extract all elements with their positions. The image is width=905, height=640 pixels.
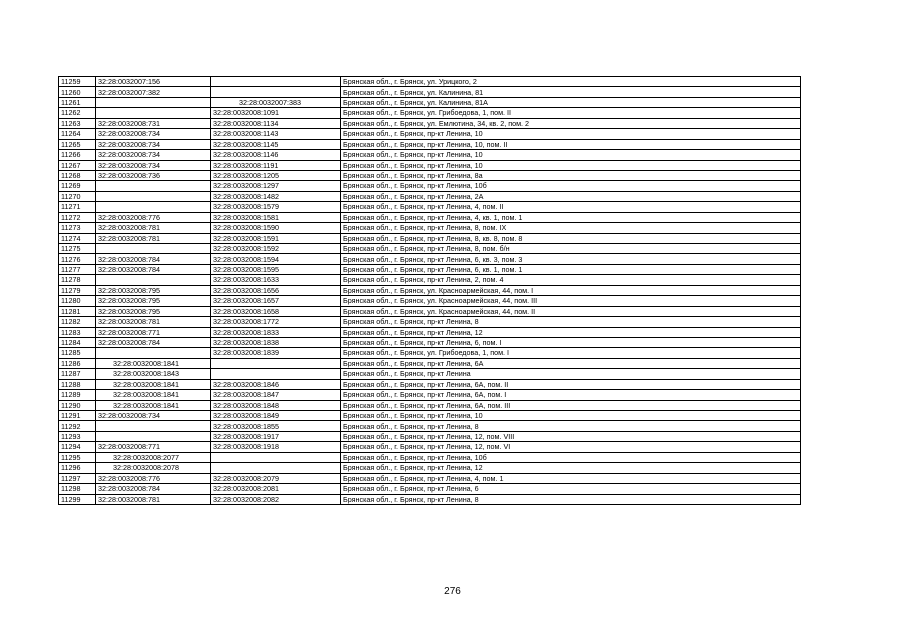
- row-number-cell: 11275: [59, 244, 96, 254]
- address-cell: Брянская обл., г. Брянск, пр-кт Ленина, 4, кв. 1, пом. 1: [341, 212, 801, 222]
- premises-cadastral-number-cell: 32:28:0032008:1772: [211, 317, 341, 327]
- table-row: [59, 358, 801, 368]
- land-cadastral-number-cell: [96, 244, 211, 254]
- premises-cadastral-number-cell: 32:28:0032008:1917: [211, 431, 341, 441]
- land-cadastral-number-cell: 32:28:0032008:734: [96, 150, 211, 160]
- premises-cadastral-number-cell: 32:28:0032008:1297: [211, 181, 341, 191]
- address-cell: Брянская обл., г. Брянск, пр-кт Ленина, 6, кв. 3, пом. 3: [341, 254, 801, 264]
- address-cell: Брянская обл., г. Брянск, пр-кт Ленина, 8, кв. 8, пом. 8: [341, 233, 801, 243]
- land-cadastral-number-cell: 32:28:0032008:776: [96, 212, 211, 222]
- land-cadastral-number-cell: [96, 275, 211, 285]
- land-cadastral-number-cell: 32:28:0032008:795: [96, 296, 211, 306]
- premises-cadastral-number-cell: 32:28:0032008:1838: [211, 337, 341, 347]
- row-number-cell: 11293: [59, 431, 96, 441]
- premises-cadastral-number-cell: 32:28:0032008:1855: [211, 421, 341, 431]
- address-cell: Брянская обл., г. Брянск, пр-кт Ленина, 12: [341, 463, 801, 473]
- address-cell: Брянская обл., г. Брянск, пр-кт Ленина, 6А, пом. I: [341, 390, 801, 400]
- land-cadastral-number-cell: [96, 181, 211, 191]
- row-number-cell: 11288: [59, 379, 96, 389]
- row-number-cell: 11267: [59, 160, 96, 170]
- page-number: 276: [444, 586, 461, 597]
- premises-cadastral-number-cell: [211, 452, 341, 462]
- table-row: [59, 421, 801, 431]
- premises-cadastral-number-cell: 32:28:0032008:1579: [211, 202, 341, 212]
- address-cell: Брянская обл., г. Брянск, пр-кт Ленина, 6: [341, 484, 801, 494]
- premises-cadastral-number-cell: [211, 358, 341, 368]
- premises-cadastral-number-cell: 32:28:0032008:2082: [211, 494, 341, 504]
- row-number-cell: 11284: [59, 337, 96, 347]
- land-cadastral-number-cell: 32:28:0032008:771: [96, 327, 211, 337]
- premises-cadastral-number-cell: 32:28:0032008:1205: [211, 170, 341, 180]
- row-number-cell: 11292: [59, 421, 96, 431]
- table-row: [59, 139, 801, 149]
- address-cell: Брянская обл., г. Брянск, ул. Калинина, 81: [341, 87, 801, 97]
- land-cadastral-number-cell: [96, 421, 211, 431]
- land-cadastral-number-cell: [96, 348, 211, 358]
- land-cadastral-number-cell: 32:28:0032008:784: [96, 484, 211, 494]
- table-row: [59, 202, 801, 212]
- table-row: [59, 452, 801, 462]
- table-row: [59, 264, 801, 274]
- address-cell: Брянская обл., г. Брянск, пр-кт Ленина, 2А: [341, 191, 801, 201]
- premises-cadastral-number-cell: 32:28:0032007:383: [211, 97, 341, 107]
- land-cadastral-number-cell: 32:28:0032008:795: [96, 285, 211, 295]
- row-number-cell: 11273: [59, 223, 96, 233]
- row-number-cell: 11269: [59, 181, 96, 191]
- premises-cadastral-number-cell: 32:28:0032008:2081: [211, 484, 341, 494]
- table-row: [59, 244, 801, 254]
- address-cell: Брянская обл., г. Брянск, пр-кт Ленина, 2, пом. 4: [341, 275, 801, 285]
- address-cell: Брянская обл., г. Брянск, пр-кт Ленина, 10: [341, 129, 801, 139]
- address-cell: Брянская обл., г. Брянск, ул. Красноармейская, 44, пом. III: [341, 296, 801, 306]
- land-cadastral-number-cell: 32:28:0032008:1841: [96, 400, 211, 410]
- premises-cadastral-number-cell: 32:28:0032008:1134: [211, 118, 341, 128]
- row-number-cell: 11271: [59, 202, 96, 212]
- row-number-cell: 11261: [59, 97, 96, 107]
- table-row: [59, 484, 801, 494]
- row-number-cell: 11274: [59, 233, 96, 243]
- address-cell: Брянская обл., г. Брянск, пр-кт Ленина, 6, кв. 1, пом. 1: [341, 264, 801, 274]
- table-row: [59, 150, 801, 160]
- table-row: [59, 160, 801, 170]
- address-cell: Брянская обл., г. Брянск, пр-кт Ленина, 10: [341, 150, 801, 160]
- row-number-cell: 11259: [59, 77, 96, 87]
- premises-cadastral-number-cell: [211, 463, 341, 473]
- row-number-cell: 11276: [59, 254, 96, 264]
- address-cell: Брянская обл., г. Брянск, пр-кт Ленина, 10б: [341, 181, 801, 191]
- row-number-cell: 11299: [59, 494, 96, 504]
- premises-cadastral-number-cell: [211, 77, 341, 87]
- row-number-cell: 11272: [59, 212, 96, 222]
- premises-cadastral-number-cell: 32:28:0032008:1658: [211, 306, 341, 316]
- address-cell: Брянская обл., г. Брянск, пр-кт Ленина, 6А, пом. II: [341, 379, 801, 389]
- row-number-cell: 11264: [59, 129, 96, 139]
- row-number-cell: 11270: [59, 191, 96, 201]
- premises-cadastral-number-cell: [211, 87, 341, 97]
- table-row: [59, 191, 801, 201]
- land-cadastral-number-cell: 32:28:0032008:1841: [96, 379, 211, 389]
- row-number-cell: 11279: [59, 285, 96, 295]
- land-cadastral-number-cell: 32:28:0032008:731: [96, 118, 211, 128]
- land-cadastral-number-cell: 32:28:0032008:795: [96, 306, 211, 316]
- property-registry-table: [58, 76, 801, 505]
- table-row: [59, 379, 801, 389]
- land-cadastral-number-cell: [96, 431, 211, 441]
- land-cadastral-number-cell: 32:28:0032008:776: [96, 473, 211, 483]
- table-row: [59, 97, 801, 107]
- row-number-cell: 11297: [59, 473, 96, 483]
- table-row: [59, 233, 801, 243]
- address-cell: Брянская обл., г. Брянск, пр-кт Ленина, 10: [341, 160, 801, 170]
- land-cadastral-number-cell: 32:28:0032008:734: [96, 129, 211, 139]
- row-number-cell: 11296: [59, 463, 96, 473]
- premises-cadastral-number-cell: 32:28:0032008:1848: [211, 400, 341, 410]
- address-cell: Брянская обл., г. Брянск, пр-кт Ленина, 8: [341, 317, 801, 327]
- premises-cadastral-number-cell: 32:28:0032008:2079: [211, 473, 341, 483]
- table-row: [59, 463, 801, 473]
- premises-cadastral-number-cell: 32:28:0032008:1191: [211, 160, 341, 170]
- land-cadastral-number-cell: 32:28:0032008:2077: [96, 452, 211, 462]
- registry-table-body: [59, 77, 801, 505]
- table-row: [59, 129, 801, 139]
- row-number-cell: 11287: [59, 369, 96, 379]
- land-cadastral-number-cell: 32:28:0032008:1841: [96, 358, 211, 368]
- table-row: [59, 337, 801, 347]
- premises-cadastral-number-cell: 32:28:0032008:1657: [211, 296, 341, 306]
- address-cell: Брянская обл., г. Брянск, ул. Калинина, 81А: [341, 97, 801, 107]
- address-cell: Брянская обл., г. Брянск, пр-кт Ленина, 12: [341, 327, 801, 337]
- row-number-cell: 11265: [59, 139, 96, 149]
- address-cell: Брянская обл., г. Брянск, пр-кт Ленина: [341, 369, 801, 379]
- address-cell: Брянская обл., г. Брянск, пр-кт Ленина, 6А: [341, 358, 801, 368]
- address-cell: Брянская обл., г. Брянск, пр-кт Ленина, 10б: [341, 452, 801, 462]
- table-row: [59, 275, 801, 285]
- premises-cadastral-number-cell: 32:28:0032008:1846: [211, 379, 341, 389]
- land-cadastral-number-cell: 32:28:0032007:382: [96, 87, 211, 97]
- table-row: [59, 254, 801, 264]
- table-row: [59, 306, 801, 316]
- row-number-cell: 11277: [59, 264, 96, 274]
- premises-cadastral-number-cell: 32:28:0032008:1592: [211, 244, 341, 254]
- table-row: [59, 411, 801, 421]
- table-row: [59, 348, 801, 358]
- land-cadastral-number-cell: 32:28:0032008:781: [96, 233, 211, 243]
- address-cell: Брянская обл., г. Брянск, пр-кт Ленина, 4, пом. 1: [341, 473, 801, 483]
- premises-cadastral-number-cell: 32:28:0032008:1145: [211, 139, 341, 149]
- premises-cadastral-number-cell: [211, 369, 341, 379]
- land-cadastral-number-cell: 32:28:0032008:781: [96, 317, 211, 327]
- premises-cadastral-number-cell: 32:28:0032008:1590: [211, 223, 341, 233]
- row-number-cell: 11260: [59, 87, 96, 97]
- address-cell: Брянская обл., г. Брянск, пр-кт Ленина, 10: [341, 411, 801, 421]
- row-number-cell: 11263: [59, 118, 96, 128]
- table-row: [59, 285, 801, 295]
- table-row: [59, 400, 801, 410]
- address-cell: Брянская обл., г. Брянск, пр-кт Ленина, 10, пом. II: [341, 139, 801, 149]
- table-row: [59, 442, 801, 452]
- table-row: [59, 223, 801, 233]
- address-cell: Брянская обл., г. Брянск, пр-кт Ленина, 8: [341, 494, 801, 504]
- row-number-cell: 11282: [59, 317, 96, 327]
- table-row: [59, 494, 801, 504]
- premises-cadastral-number-cell: 32:28:0032008:1847: [211, 390, 341, 400]
- table-row: [59, 212, 801, 222]
- land-cadastral-number-cell: 32:28:0032007:156: [96, 77, 211, 87]
- land-cadastral-number-cell: 32:28:0032008:781: [96, 494, 211, 504]
- row-number-cell: 11278: [59, 275, 96, 285]
- table-row: [59, 390, 801, 400]
- table-row: [59, 118, 801, 128]
- land-cadastral-number-cell: 32:28:0032008:734: [96, 411, 211, 421]
- table-row: [59, 77, 801, 87]
- address-cell: Брянская обл., г. Брянск, ул. Емлютина, 34, кв. 2, пом. 2: [341, 118, 801, 128]
- table-row: [59, 317, 801, 327]
- address-cell: Брянская обл., г. Брянск, пр-кт Ленина, 8, пом. IX: [341, 223, 801, 233]
- row-number-cell: 11290: [59, 400, 96, 410]
- premises-cadastral-number-cell: 32:28:0032008:1581: [211, 212, 341, 222]
- address-cell: Брянская обл., г. Брянск, ул. Грибоедова, 1, пом. I: [341, 348, 801, 358]
- address-cell: Брянская обл., г. Брянск, пр-кт Ленина, 12, пом. VI: [341, 442, 801, 452]
- table-row: [59, 327, 801, 337]
- land-cadastral-number-cell: 32:28:0032008:784: [96, 264, 211, 274]
- row-number-cell: 11283: [59, 327, 96, 337]
- land-cadastral-number-cell: [96, 202, 211, 212]
- address-cell: Брянская обл., г. Брянск, пр-кт Ленина, 8а: [341, 170, 801, 180]
- land-cadastral-number-cell: 32:28:0032008:1843: [96, 369, 211, 379]
- row-number-cell: 11280: [59, 296, 96, 306]
- row-number-cell: 11266: [59, 150, 96, 160]
- table-row: [59, 87, 801, 97]
- land-cadastral-number-cell: 32:28:0032008:734: [96, 139, 211, 149]
- table-row: [59, 431, 801, 441]
- land-cadastral-number-cell: [96, 97, 211, 107]
- address-cell: Брянская обл., г. Брянск, пр-кт Ленина, 12, пом. VIII: [341, 431, 801, 441]
- table-row: [59, 170, 801, 180]
- premises-cadastral-number-cell: 32:28:0032008:1633: [211, 275, 341, 285]
- row-number-cell: 11295: [59, 452, 96, 462]
- address-cell: Брянская обл., г. Брянск, ул. Красноармейская, 44, пом. II: [341, 306, 801, 316]
- land-cadastral-number-cell: 32:28:0032008:784: [96, 254, 211, 264]
- land-cadastral-number-cell: 32:28:0032008:781: [96, 223, 211, 233]
- premises-cadastral-number-cell: 32:28:0032008:1482: [211, 191, 341, 201]
- address-cell: Брянская обл., г. Брянск, ул. Грибоедова, 1, пом. II: [341, 108, 801, 118]
- land-cadastral-number-cell: 32:28:0032008:2078: [96, 463, 211, 473]
- address-cell: Брянская обл., г. Брянск, пр-кт Ленина, 4, пом. II: [341, 202, 801, 212]
- address-cell: Брянская обл., г. Брянск, ул. Красноармейская, 44, пом. I: [341, 285, 801, 295]
- land-cadastral-number-cell: 32:28:0032008:1841: [96, 390, 211, 400]
- land-cadastral-number-cell: 32:28:0032008:734: [96, 160, 211, 170]
- premises-cadastral-number-cell: 32:28:0032008:1594: [211, 254, 341, 264]
- premises-cadastral-number-cell: 32:28:0032008:1849: [211, 411, 341, 421]
- premises-cadastral-number-cell: 32:28:0032008:1143: [211, 129, 341, 139]
- address-cell: Брянская обл., г. Брянск, пр-кт Ленина, 8: [341, 421, 801, 431]
- land-cadastral-number-cell: 32:28:0032008:771: [96, 442, 211, 452]
- row-number-cell: 11286: [59, 358, 96, 368]
- address-cell: Брянская обл., г. Брянск, пр-кт Ленина, 6А, пом. III: [341, 400, 801, 410]
- table-row: [59, 296, 801, 306]
- row-number-cell: 11294: [59, 442, 96, 452]
- row-number-cell: 11262: [59, 108, 96, 118]
- premises-cadastral-number-cell: 32:28:0032008:1091: [211, 108, 341, 118]
- row-number-cell: 11268: [59, 170, 96, 180]
- table-row: [59, 108, 801, 118]
- premises-cadastral-number-cell: 32:28:0032008:1839: [211, 348, 341, 358]
- row-number-cell: 11298: [59, 484, 96, 494]
- premises-cadastral-number-cell: 32:28:0032008:1591: [211, 233, 341, 243]
- row-number-cell: 11291: [59, 411, 96, 421]
- address-cell: Брянская обл., г. Брянск, ул. Урицкого, 2: [341, 77, 801, 87]
- table-row: [59, 473, 801, 483]
- premises-cadastral-number-cell: 32:28:0032008:1833: [211, 327, 341, 337]
- land-cadastral-number-cell: 32:28:0032008:784: [96, 337, 211, 347]
- table-row: [59, 181, 801, 191]
- row-number-cell: 11289: [59, 390, 96, 400]
- row-number-cell: 11281: [59, 306, 96, 316]
- premises-cadastral-number-cell: 32:28:0032008:1595: [211, 264, 341, 274]
- premises-cadastral-number-cell: 32:28:0032008:1918: [211, 442, 341, 452]
- address-cell: Брянская обл., г. Брянск, пр-кт Ленина, 8, пом. б/н: [341, 244, 801, 254]
- premises-cadastral-number-cell: 32:28:0032008:1146: [211, 150, 341, 160]
- land-cadastral-number-cell: [96, 191, 211, 201]
- address-cell: Брянская обл., г. Брянск, пр-кт Ленина, 6, пом. I: [341, 337, 801, 347]
- land-cadastral-number-cell: [96, 108, 211, 118]
- premises-cadastral-number-cell: 32:28:0032008:1656: [211, 285, 341, 295]
- row-number-cell: 11285: [59, 348, 96, 358]
- table-row: [59, 369, 801, 379]
- land-cadastral-number-cell: 32:28:0032008:736: [96, 170, 211, 180]
